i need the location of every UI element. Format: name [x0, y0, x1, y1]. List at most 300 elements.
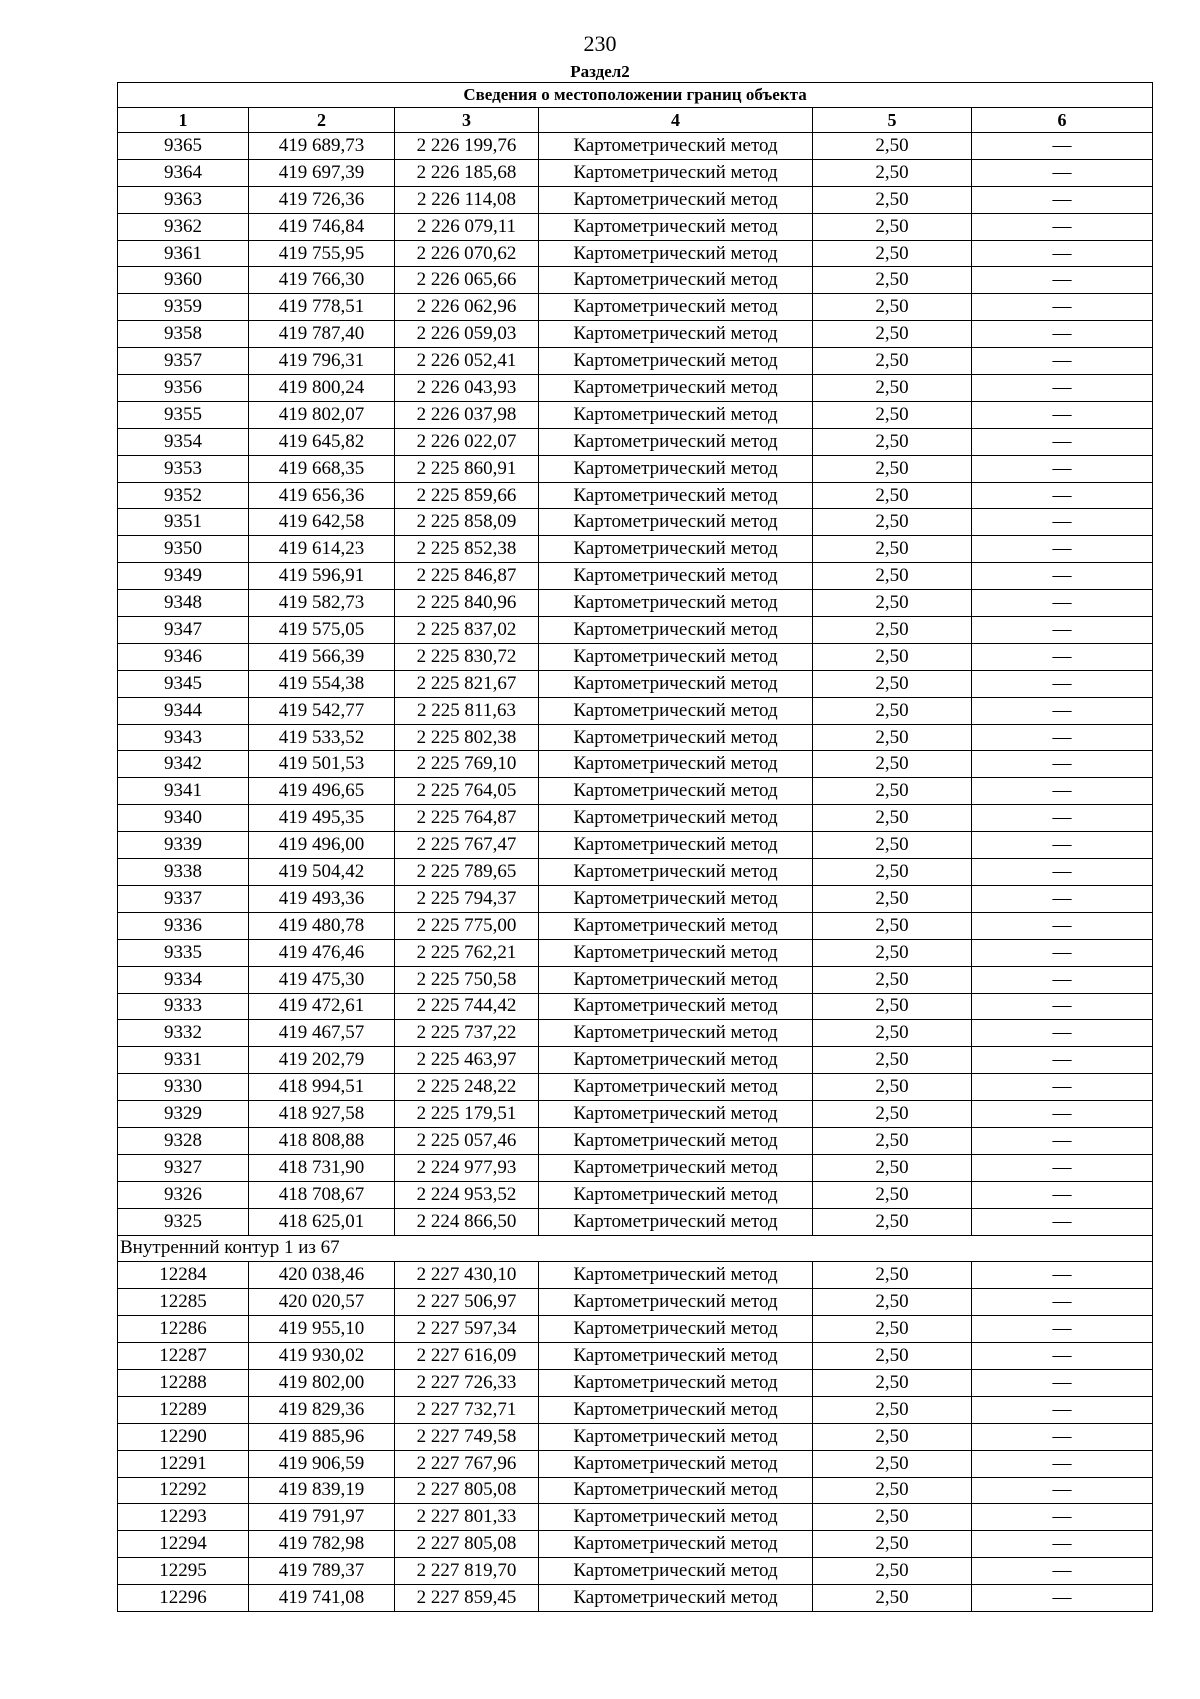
- accuracy-cell: 2,50: [813, 617, 972, 644]
- y-coordinate-cell: 2 225 463,97: [395, 1047, 539, 1074]
- x-coordinate-cell: 419 755,95: [249, 240, 395, 267]
- point-number-cell: 9349: [118, 563, 249, 590]
- table-row: [118, 643, 1153, 670]
- accuracy-cell: 2,50: [813, 885, 972, 912]
- point-number-cell: 12296: [118, 1585, 249, 1612]
- note-cell: —: [972, 1020, 1153, 1047]
- column-number: 5: [813, 108, 972, 133]
- point-number-cell: 9331: [118, 1047, 249, 1074]
- point-number-cell: 12286: [118, 1316, 249, 1343]
- inner-contour-row: [118, 1235, 1153, 1262]
- point-number-cell: 9333: [118, 993, 249, 1020]
- accuracy-cell: 2,50: [813, 1262, 972, 1289]
- y-coordinate-cell: 2 225 840,96: [395, 590, 539, 617]
- note-cell: —: [972, 536, 1153, 563]
- y-coordinate-cell: 2 226 043,93: [395, 375, 539, 402]
- x-coordinate-cell: 419 554,38: [249, 670, 395, 697]
- point-number-cell: 9345: [118, 670, 249, 697]
- x-coordinate-cell: 419 689,73: [249, 133, 395, 160]
- y-coordinate-cell: 2 227 767,96: [395, 1450, 539, 1477]
- note-cell: —: [972, 267, 1153, 294]
- method-cell: Картометрический метод: [539, 993, 813, 1020]
- y-coordinate-cell: 2 225 837,02: [395, 617, 539, 644]
- y-coordinate-cell: 2 226 079,11: [395, 213, 539, 240]
- accuracy-cell: 2,50: [813, 590, 972, 617]
- method-cell: Картометрический метод: [539, 455, 813, 482]
- x-coordinate-cell: 419 480,78: [249, 912, 395, 939]
- x-coordinate-cell: 418 708,67: [249, 1181, 395, 1208]
- method-cell: Картометрический метод: [539, 321, 813, 348]
- table-row: [118, 509, 1153, 536]
- y-coordinate-cell: 2 227 732,71: [395, 1396, 539, 1423]
- table-row: [118, 1369, 1153, 1396]
- note-cell: —: [972, 805, 1153, 832]
- table-row: [118, 832, 1153, 859]
- table-row: [118, 670, 1153, 697]
- table-row: [118, 536, 1153, 563]
- table-row: [118, 966, 1153, 993]
- accuracy-cell: 2,50: [813, 509, 972, 536]
- table-row: [118, 1585, 1153, 1612]
- y-coordinate-cell: 2 225 858,09: [395, 509, 539, 536]
- y-coordinate-cell: 2 225 860,91: [395, 455, 539, 482]
- accuracy-cell: 2,50: [813, 321, 972, 348]
- method-cell: Картометрический метод: [539, 1477, 813, 1504]
- point-number-cell: 12287: [118, 1343, 249, 1370]
- method-cell: Картометрический метод: [539, 697, 813, 724]
- y-coordinate-cell: 2 227 805,08: [395, 1477, 539, 1504]
- accuracy-cell: 2,50: [813, 832, 972, 859]
- x-coordinate-cell: 418 994,51: [249, 1074, 395, 1101]
- point-number-cell: 12285: [118, 1289, 249, 1316]
- accuracy-cell: 2,50: [813, 159, 972, 186]
- accuracy-cell: 2,50: [813, 294, 972, 321]
- accuracy-cell: 2,50: [813, 1289, 972, 1316]
- y-coordinate-cell: 2 225 789,65: [395, 859, 539, 886]
- accuracy-cell: 2,50: [813, 1423, 972, 1450]
- method-cell: Картометрический метод: [539, 1531, 813, 1558]
- table-row: [118, 186, 1153, 213]
- x-coordinate-cell: 419 614,23: [249, 536, 395, 563]
- method-cell: Картометрический метод: [539, 428, 813, 455]
- point-number-cell: 9332: [118, 1020, 249, 1047]
- point-number-cell: 9336: [118, 912, 249, 939]
- note-cell: —: [972, 509, 1153, 536]
- note-cell: —: [972, 159, 1153, 186]
- y-coordinate-cell: 2 225 737,22: [395, 1020, 539, 1047]
- x-coordinate-cell: 419 504,42: [249, 859, 395, 886]
- point-number-cell: 9337: [118, 885, 249, 912]
- y-coordinate-cell: 2 225 057,46: [395, 1127, 539, 1154]
- y-coordinate-cell: 2 225 767,47: [395, 832, 539, 859]
- note-cell: —: [972, 643, 1153, 670]
- table-row: [118, 778, 1153, 805]
- accuracy-cell: 2,50: [813, 1558, 972, 1585]
- method-cell: Картометрический метод: [539, 1074, 813, 1101]
- note-cell: —: [972, 321, 1153, 348]
- x-coordinate-cell: 420 038,46: [249, 1262, 395, 1289]
- x-coordinate-cell: 419 668,35: [249, 455, 395, 482]
- table-row: [118, 401, 1153, 428]
- y-coordinate-cell: 2 226 062,96: [395, 294, 539, 321]
- x-coordinate-cell: 419 906,59: [249, 1450, 395, 1477]
- note-cell: —: [972, 1531, 1153, 1558]
- note-cell: —: [972, 1477, 1153, 1504]
- method-cell: Картометрический метод: [539, 939, 813, 966]
- point-number-cell: 9326: [118, 1181, 249, 1208]
- point-number-cell: 9338: [118, 859, 249, 886]
- method-cell: Картометрический метод: [539, 1396, 813, 1423]
- x-coordinate-cell: 419 802,00: [249, 1369, 395, 1396]
- table-row: [118, 1047, 1153, 1074]
- method-cell: Картометрический метод: [539, 1343, 813, 1370]
- table-row: [118, 1262, 1153, 1289]
- note-cell: —: [972, 428, 1153, 455]
- method-cell: Картометрический метод: [539, 1558, 813, 1585]
- point-number-cell: 12293: [118, 1504, 249, 1531]
- x-coordinate-cell: 419 476,46: [249, 939, 395, 966]
- note-cell: —: [972, 455, 1153, 482]
- table-row: [118, 1531, 1153, 1558]
- boundary-table: [117, 82, 1153, 1612]
- page-number: 230: [583, 31, 617, 56]
- accuracy-cell: 2,50: [813, 1531, 972, 1558]
- x-coordinate-cell: 419 582,73: [249, 590, 395, 617]
- table-row: [118, 563, 1153, 590]
- x-coordinate-cell: 419 495,35: [249, 805, 395, 832]
- accuracy-cell: 2,50: [813, 455, 972, 482]
- accuracy-cell: 2,50: [813, 1127, 972, 1154]
- point-number-cell: 12295: [118, 1558, 249, 1585]
- note-cell: —: [972, 1316, 1153, 1343]
- x-coordinate-cell: 419 697,39: [249, 159, 395, 186]
- method-cell: Картометрический метод: [539, 401, 813, 428]
- accuracy-cell: 2,50: [813, 1450, 972, 1477]
- note-cell: —: [972, 966, 1153, 993]
- method-cell: Картометрический метод: [539, 751, 813, 778]
- method-cell: Картометрический метод: [539, 1181, 813, 1208]
- point-number-cell: 9342: [118, 751, 249, 778]
- y-coordinate-cell: 2 225 179,51: [395, 1101, 539, 1128]
- point-number-cell: 9352: [118, 482, 249, 509]
- x-coordinate-cell: 420 020,57: [249, 1289, 395, 1316]
- point-number-cell: 9361: [118, 240, 249, 267]
- note-cell: —: [972, 697, 1153, 724]
- table-row: [118, 805, 1153, 832]
- note-cell: —: [972, 240, 1153, 267]
- note-cell: —: [972, 1450, 1153, 1477]
- y-coordinate-cell: 2 225 762,21: [395, 939, 539, 966]
- method-cell: Картометрический метод: [539, 267, 813, 294]
- table-row: [118, 1504, 1153, 1531]
- table-row: [118, 751, 1153, 778]
- table-caption: Сведения о местоположении границ объекта: [118, 83, 1153, 108]
- method-cell: Картометрический метод: [539, 617, 813, 644]
- note-cell: —: [972, 1585, 1153, 1612]
- y-coordinate-cell: 2 225 750,58: [395, 966, 539, 993]
- table-row: [118, 133, 1153, 160]
- point-number-cell: 9351: [118, 509, 249, 536]
- accuracy-cell: 2,50: [813, 939, 972, 966]
- accuracy-cell: 2,50: [813, 428, 972, 455]
- note-cell: —: [972, 1423, 1153, 1450]
- accuracy-cell: 2,50: [813, 1074, 972, 1101]
- table-row: [118, 859, 1153, 886]
- x-coordinate-cell: 419 467,57: [249, 1020, 395, 1047]
- accuracy-cell: 2,50: [813, 1154, 972, 1181]
- point-number-cell: 12288: [118, 1369, 249, 1396]
- y-coordinate-cell: 2 227 801,33: [395, 1504, 539, 1531]
- point-number-cell: 12290: [118, 1423, 249, 1450]
- note-cell: —: [972, 1369, 1153, 1396]
- x-coordinate-cell: 419 741,08: [249, 1585, 395, 1612]
- x-coordinate-cell: 419 789,37: [249, 1558, 395, 1585]
- table-row: [118, 1477, 1153, 1504]
- x-coordinate-cell: 419 575,05: [249, 617, 395, 644]
- x-coordinate-cell: 419 542,77: [249, 697, 395, 724]
- y-coordinate-cell: 2 226 037,98: [395, 401, 539, 428]
- table-row: [118, 1074, 1153, 1101]
- table-row: [118, 1450, 1153, 1477]
- y-coordinate-cell: 2 224 977,93: [395, 1154, 539, 1181]
- accuracy-cell: 2,50: [813, 375, 972, 402]
- x-coordinate-cell: 418 808,88: [249, 1127, 395, 1154]
- accuracy-cell: 2,50: [813, 643, 972, 670]
- y-coordinate-cell: 2 226 114,08: [395, 186, 539, 213]
- y-coordinate-cell: 2 227 597,34: [395, 1316, 539, 1343]
- y-coordinate-cell: 2 225 744,42: [395, 993, 539, 1020]
- note-cell: —: [972, 348, 1153, 375]
- y-coordinate-cell: 2 225 859,66: [395, 482, 539, 509]
- note-cell: —: [972, 670, 1153, 697]
- table-row: [118, 428, 1153, 455]
- method-cell: Картометрический метод: [539, 294, 813, 321]
- point-number-cell: 9358: [118, 321, 249, 348]
- note-cell: —: [972, 1289, 1153, 1316]
- note-cell: —: [972, 401, 1153, 428]
- table-row: [118, 1154, 1153, 1181]
- column-number: 1: [118, 108, 249, 133]
- y-coordinate-cell: 2 225 764,87: [395, 805, 539, 832]
- accuracy-cell: 2,50: [813, 1047, 972, 1074]
- method-cell: Картометрический метод: [539, 186, 813, 213]
- x-coordinate-cell: 419 566,39: [249, 643, 395, 670]
- x-coordinate-cell: 419 782,98: [249, 1531, 395, 1558]
- x-coordinate-cell: 419 930,02: [249, 1343, 395, 1370]
- point-number-cell: 9356: [118, 375, 249, 402]
- method-cell: Картометрический метод: [539, 348, 813, 375]
- x-coordinate-cell: 419 501,53: [249, 751, 395, 778]
- accuracy-cell: 2,50: [813, 1477, 972, 1504]
- method-cell: Картометрический метод: [539, 912, 813, 939]
- y-coordinate-cell: 2 225 846,87: [395, 563, 539, 590]
- accuracy-cell: 2,50: [813, 751, 972, 778]
- y-coordinate-cell: 2 227 805,08: [395, 1531, 539, 1558]
- accuracy-cell: 2,50: [813, 993, 972, 1020]
- point-number-cell: 9330: [118, 1074, 249, 1101]
- y-coordinate-cell: 2 227 749,58: [395, 1423, 539, 1450]
- table-row: [118, 482, 1153, 509]
- accuracy-cell: 2,50: [813, 1181, 972, 1208]
- table-row: [118, 159, 1153, 186]
- y-coordinate-cell: 2 226 199,76: [395, 133, 539, 160]
- table-row: [118, 1208, 1153, 1235]
- x-coordinate-cell: 419 472,61: [249, 993, 395, 1020]
- accuracy-cell: 2,50: [813, 912, 972, 939]
- x-coordinate-cell: 419 791,97: [249, 1504, 395, 1531]
- table-row: [118, 294, 1153, 321]
- note-cell: —: [972, 1396, 1153, 1423]
- note-cell: —: [972, 617, 1153, 644]
- point-number-cell: 9346: [118, 643, 249, 670]
- accuracy-cell: 2,50: [813, 186, 972, 213]
- method-cell: Картометрический метод: [539, 859, 813, 886]
- x-coordinate-cell: 419 746,84: [249, 213, 395, 240]
- table-row: [118, 1396, 1153, 1423]
- note-cell: —: [972, 1208, 1153, 1235]
- table-row: [118, 617, 1153, 644]
- point-number-cell: 9360: [118, 267, 249, 294]
- y-coordinate-cell: 2 227 430,10: [395, 1262, 539, 1289]
- x-coordinate-cell: 419 645,82: [249, 428, 395, 455]
- accuracy-cell: 2,50: [813, 133, 972, 160]
- note-cell: —: [972, 590, 1153, 617]
- point-number-cell: 9341: [118, 778, 249, 805]
- accuracy-cell: 2,50: [813, 536, 972, 563]
- method-cell: Картометрический метод: [539, 1047, 813, 1074]
- y-coordinate-cell: 2 225 811,63: [395, 697, 539, 724]
- table-row: [118, 213, 1153, 240]
- note-cell: —: [972, 482, 1153, 509]
- column-numbers-row: [118, 108, 1153, 133]
- note-cell: —: [972, 1074, 1153, 1101]
- x-coordinate-cell: 419 787,40: [249, 321, 395, 348]
- note-cell: —: [972, 751, 1153, 778]
- note-cell: —: [972, 563, 1153, 590]
- note-cell: —: [972, 859, 1153, 886]
- note-cell: —: [972, 778, 1153, 805]
- note-cell: —: [972, 912, 1153, 939]
- accuracy-cell: 2,50: [813, 859, 972, 886]
- method-cell: Картометрический метод: [539, 482, 813, 509]
- inner-contour-label: Внутренний контур 1 из 67: [118, 1235, 1153, 1262]
- point-number-cell: 9328: [118, 1127, 249, 1154]
- note-cell: —: [972, 294, 1153, 321]
- y-coordinate-cell: 2 225 802,38: [395, 724, 539, 751]
- table-row: [118, 912, 1153, 939]
- method-cell: Картометрический метод: [539, 778, 813, 805]
- accuracy-cell: 2,50: [813, 670, 972, 697]
- accuracy-cell: 2,50: [813, 401, 972, 428]
- y-coordinate-cell: 2 225 775,00: [395, 912, 539, 939]
- note-cell: —: [972, 1127, 1153, 1154]
- method-cell: Картометрический метод: [539, 832, 813, 859]
- method-cell: Картометрический метод: [539, 1504, 813, 1531]
- point-number-cell: 12294: [118, 1531, 249, 1558]
- note-cell: —: [972, 832, 1153, 859]
- x-coordinate-cell: 419 778,51: [249, 294, 395, 321]
- point-number-cell: 12284: [118, 1262, 249, 1289]
- y-coordinate-cell: 2 225 794,37: [395, 885, 539, 912]
- accuracy-cell: 2,50: [813, 724, 972, 751]
- column-number: 4: [539, 108, 813, 133]
- point-number-cell: 9362: [118, 213, 249, 240]
- section-title: Раздел2: [570, 62, 630, 81]
- x-coordinate-cell: 419 885,96: [249, 1423, 395, 1450]
- y-coordinate-cell: 2 226 052,41: [395, 348, 539, 375]
- table-row: [118, 321, 1153, 348]
- method-cell: Картометрический метод: [539, 1101, 813, 1128]
- accuracy-cell: 2,50: [813, 482, 972, 509]
- point-number-cell: 9335: [118, 939, 249, 966]
- accuracy-cell: 2,50: [813, 1101, 972, 1128]
- x-coordinate-cell: 419 493,36: [249, 885, 395, 912]
- point-number-cell: 9355: [118, 401, 249, 428]
- note-cell: —: [972, 375, 1153, 402]
- x-coordinate-cell: 419 800,24: [249, 375, 395, 402]
- x-coordinate-cell: 419 533,52: [249, 724, 395, 751]
- x-coordinate-cell: 419 802,07: [249, 401, 395, 428]
- method-cell: Картометрический метод: [539, 1450, 813, 1477]
- point-number-cell: 9364: [118, 159, 249, 186]
- column-number: 2: [249, 108, 395, 133]
- accuracy-cell: 2,50: [813, 1504, 972, 1531]
- accuracy-cell: 2,50: [813, 1208, 972, 1235]
- method-cell: Картометрический метод: [539, 966, 813, 993]
- x-coordinate-cell: 419 596,91: [249, 563, 395, 590]
- point-number-cell: 9350: [118, 536, 249, 563]
- table-row: [118, 348, 1153, 375]
- method-cell: Картометрический метод: [539, 1585, 813, 1612]
- note-cell: —: [972, 1558, 1153, 1585]
- x-coordinate-cell: 419 796,31: [249, 348, 395, 375]
- y-coordinate-cell: 2 225 764,05: [395, 778, 539, 805]
- note-cell: —: [972, 1181, 1153, 1208]
- note-cell: —: [972, 885, 1153, 912]
- method-cell: Картометрический метод: [539, 375, 813, 402]
- accuracy-cell: 2,50: [813, 1020, 972, 1047]
- y-coordinate-cell: 2 225 852,38: [395, 536, 539, 563]
- point-number-cell: 12292: [118, 1477, 249, 1504]
- table-row: [118, 993, 1153, 1020]
- y-coordinate-cell: 2 226 065,66: [395, 267, 539, 294]
- point-number-cell: 9344: [118, 697, 249, 724]
- method-cell: Картометрический метод: [539, 509, 813, 536]
- note-cell: —: [972, 1343, 1153, 1370]
- point-number-cell: 9325: [118, 1208, 249, 1235]
- y-coordinate-cell: 2 225 830,72: [395, 643, 539, 670]
- table-row: [118, 1289, 1153, 1316]
- x-coordinate-cell: 419 726,36: [249, 186, 395, 213]
- table-row: [118, 1101, 1153, 1128]
- note-cell: —: [972, 993, 1153, 1020]
- point-number-cell: 9340: [118, 805, 249, 832]
- note-cell: —: [972, 1504, 1153, 1531]
- column-number: 3: [395, 108, 539, 133]
- y-coordinate-cell: 2 225 769,10: [395, 751, 539, 778]
- table-row: [118, 1181, 1153, 1208]
- column-number: 6: [972, 108, 1153, 133]
- accuracy-cell: 2,50: [813, 240, 972, 267]
- x-coordinate-cell: 419 766,30: [249, 267, 395, 294]
- y-coordinate-cell: 2 227 859,45: [395, 1585, 539, 1612]
- y-coordinate-cell: 2 224 866,50: [395, 1208, 539, 1235]
- point-number-cell: 9329: [118, 1101, 249, 1128]
- point-number-cell: 9353: [118, 455, 249, 482]
- note-cell: —: [972, 1101, 1153, 1128]
- accuracy-cell: 2,50: [813, 778, 972, 805]
- x-coordinate-cell: 419 202,79: [249, 1047, 395, 1074]
